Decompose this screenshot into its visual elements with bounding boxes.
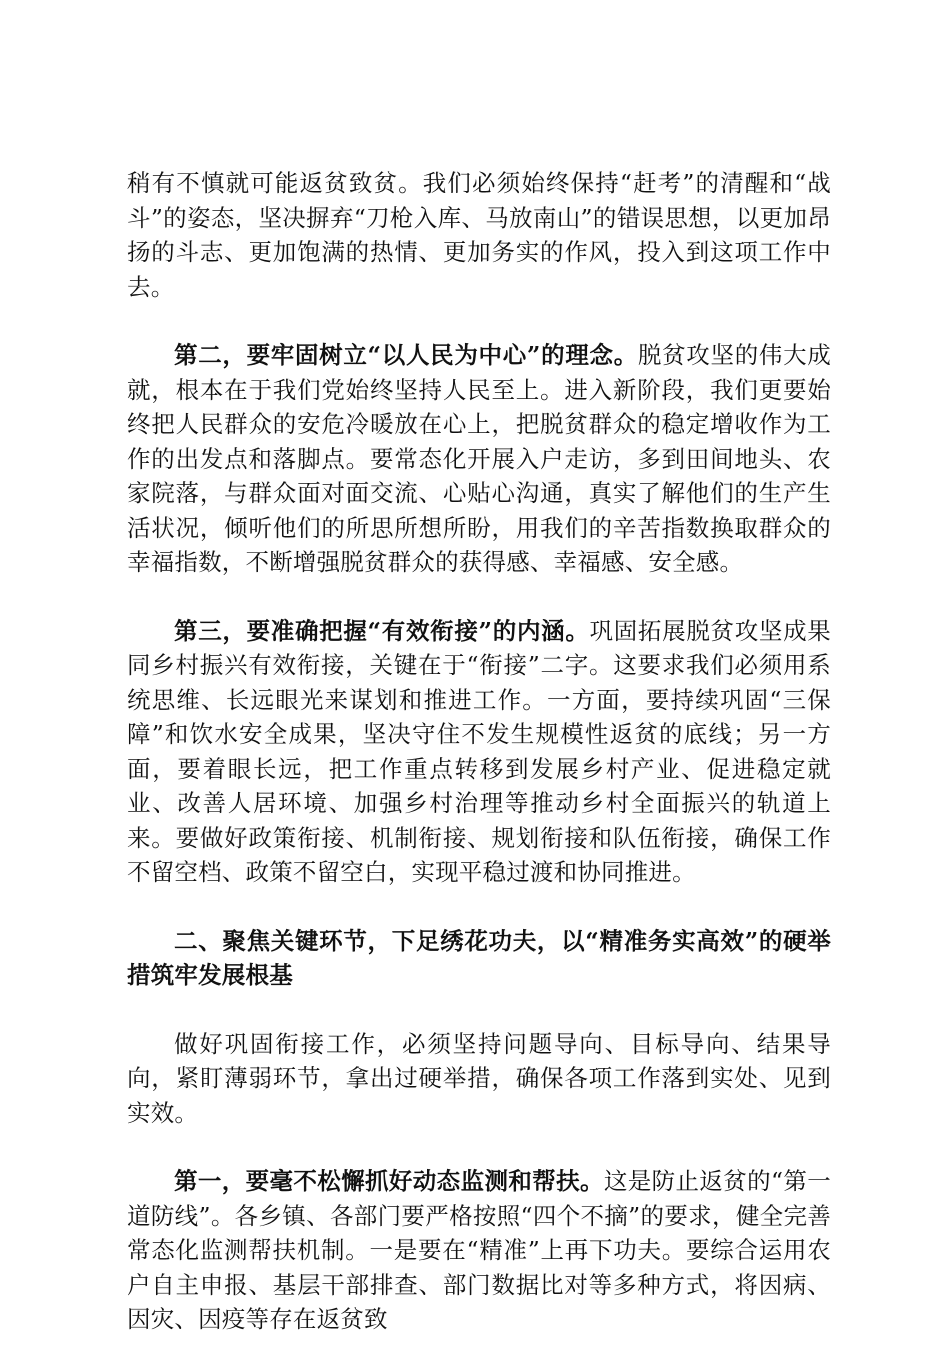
- document-body: [127, 166, 831, 1371]
- paragraph-intro: [127, 1027, 831, 1131]
- paragraph-lead: 第二，要牢固树立“以人民为中心”的理念。: [174, 341, 638, 369]
- section-heading: [127, 924, 831, 993]
- section-heading-text: 二、聚焦关键环节，下足绣花功夫，以“精准务实高效”的硬举措筑牢发展根基: [127, 926, 831, 989]
- paragraph-body: 巩固拓展脱贫攻坚成果同乡村振兴有效衔接，关键在于“衔接”二字。这要求我们必须用系统思维、长远眼光来谋划和推进工作。一方面，要持续巩固“三保障”和饮水安全成果，坚决守住不发生规模性返贫的底线；另一方面，要着眼长远，把工作重点转移到发展乡村产业、促进稳定就业、改善人居环境、加强乡村治理等推动乡村全面振兴的轨道上来。要做好政策衔接、机制衔接、规划衔接和队伍衔接，确保工作不留空档、政策不留空白，实现平稳过渡和协同推进。: [127, 616, 831, 886]
- paragraph-point-two: [127, 338, 831, 580]
- paragraph-lead: 第一，要毫不松懈抓好动态监测和帮扶。: [174, 1167, 604, 1195]
- paragraph-body: 这是防止返贫的“第一道防线”。各乡镇、各部门要严格按照“四个不摘”的要求，健全完善常态化监测帮扶机制。一是要在“精准”上再下功夫。要综合运用农户自主申报、基层干部排查、部门数据比对等多种方式，将因病、因灾、因疫等存在返贫致: [127, 1167, 831, 1333]
- paragraph-point-three: [127, 614, 831, 890]
- paragraph-body: 稍有不慎就可能返贫致贫。我们必须始终保持“赶考”的清醒和“战斗”的姿态，坚决摒弃“刀枪入库、马放南山”的错误思想，以更加昂扬的斗志、更加饱满的热情、更加务实的作风，投入到这项工作中去。: [127, 169, 831, 301]
- paragraph-lead: 第三，要准确把握“有效衔接”的内涵。: [174, 616, 590, 645]
- paragraph-point-one: [127, 1164, 831, 1337]
- paragraph-continuation: [127, 166, 831, 304]
- paragraph-body: 脱贫攻坚的伟大成就，根本在于我们党始终坚持人民至上。进入新阶段，我们更要始终把人民群众的安危冷暖放在心上，把脱贫群众的稳定增收作为工作的出发点和落脚点。要常态化开展入户走访，多到田间地头、农家院落，与群众面对面交流、心贴心沟通，真实了解他们的生产生活状况，倾听他们的所思所想所盼，用我们的辛苦指数换取群众的幸福指数，不断增强脱贫群众的获得感、幸福感、安全感。: [127, 341, 831, 576]
- paragraph-body: 做好巩固衔接工作，必须坚持问题导向、目标导向、结果导向，紧盯薄弱环节，拿出过硬举措，确保各项工作落到实处、见到实效。: [127, 1029, 831, 1127]
